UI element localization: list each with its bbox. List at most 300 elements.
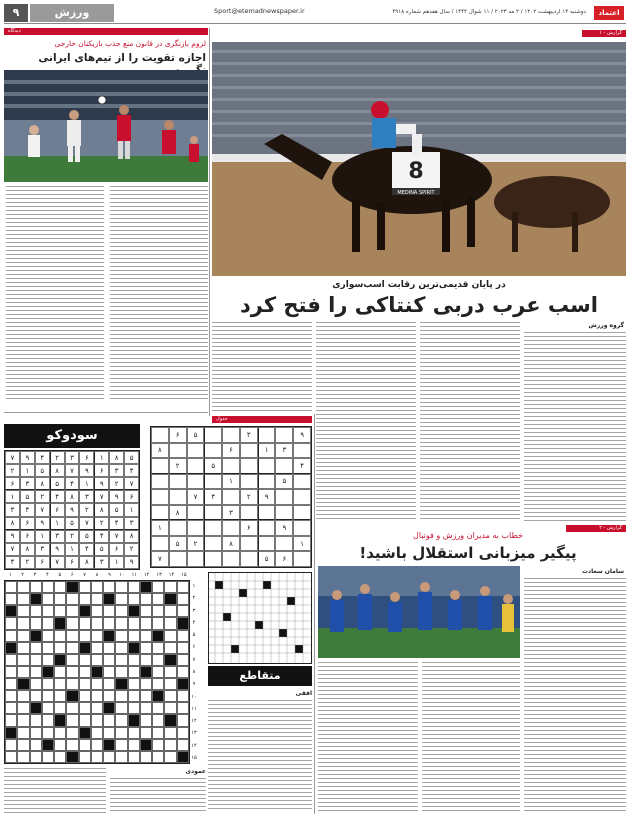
page-number: ۹ — [4, 4, 28, 22]
sudoku-cell[interactable] — [151, 536, 169, 552]
crossword-cell[interactable] — [128, 678, 140, 690]
crossword-cell[interactable] — [128, 751, 140, 763]
crossword-cell[interactable] — [54, 630, 66, 642]
crossword-cell[interactable] — [152, 605, 164, 617]
sudoku-cell[interactable]: ۲ — [169, 458, 187, 474]
crossword-cell[interactable] — [54, 666, 66, 678]
crossword-cell[interactable] — [66, 630, 78, 642]
crossword-cell[interactable] — [5, 739, 17, 751]
crossword-cell[interactable] — [30, 727, 42, 739]
crossword-cell[interactable] — [54, 727, 66, 739]
crossword-cell[interactable] — [115, 739, 127, 751]
crossword-cell[interactable] — [30, 678, 42, 690]
crossword-cell[interactable] — [115, 690, 127, 702]
crossword-cell[interactable] — [140, 630, 152, 642]
crossword-cell[interactable] — [140, 593, 152, 605]
crossword-cell[interactable] — [66, 593, 78, 605]
sudoku-cell: ۱ — [20, 464, 35, 477]
crossword-cell[interactable] — [5, 702, 17, 714]
crossword-cell[interactable] — [42, 678, 54, 690]
crossword-cell[interactable] — [17, 666, 29, 678]
crossword-cell[interactable] — [42, 630, 54, 642]
crossword-cell[interactable] — [42, 702, 54, 714]
crossword-cell[interactable] — [79, 617, 91, 629]
crossword-cell[interactable] — [5, 593, 17, 605]
crossword-cell[interactable] — [128, 581, 140, 593]
crossword-cell[interactable] — [115, 630, 127, 642]
crossword-cell[interactable] — [30, 751, 42, 763]
crossword-cell[interactable] — [5, 690, 17, 702]
crossword-cell[interactable] — [140, 678, 152, 690]
crossword-cell[interactable] — [164, 630, 176, 642]
crossword-cell[interactable] — [30, 666, 42, 678]
main-story-column-3 — [316, 322, 416, 522]
sudoku-cell[interactable] — [293, 489, 311, 505]
crossword-cell[interactable] — [103, 690, 115, 702]
crossword-row-number: ۱۴ — [191, 742, 197, 749]
sudoku-cell[interactable]: ۱ — [258, 443, 276, 459]
section-rule — [4, 412, 208, 413]
crossword-cell[interactable] — [79, 714, 91, 726]
crossword-cell[interactable] — [91, 702, 103, 714]
sudoku-cell[interactable] — [258, 505, 276, 521]
sudoku-cell: ۵ — [124, 451, 139, 464]
crossword-cell[interactable] — [140, 751, 152, 763]
crossword-cell[interactable] — [66, 642, 78, 654]
crossword-cell[interactable] — [17, 654, 29, 666]
crossword-cell[interactable] — [103, 727, 115, 739]
crossword-block — [30, 702, 42, 714]
crossword-cell[interactable] — [54, 605, 66, 617]
sudoku-cell[interactable] — [204, 536, 222, 552]
crossword-cell[interactable] — [128, 727, 140, 739]
sudoku-cell[interactable]: ۲ — [240, 489, 258, 505]
crossword-cell[interactable] — [42, 593, 54, 605]
crossword-cell[interactable] — [91, 593, 103, 605]
crossword-cell[interactable] — [103, 714, 115, 726]
sudoku-cell: ۶ — [35, 556, 50, 569]
crossword-cell[interactable] — [152, 727, 164, 739]
crossword-cell[interactable] — [17, 714, 29, 726]
sudoku-cell[interactable] — [258, 520, 276, 536]
sudoku-cell[interactable] — [169, 551, 187, 567]
crossword-cell[interactable] — [177, 702, 189, 714]
crossword-cell[interactable] — [152, 739, 164, 751]
crossword-row-number: ۱۳ — [191, 730, 197, 737]
opinion-body-column-2 — [6, 186, 104, 400]
crossword-cell[interactable] — [66, 678, 78, 690]
sudoku-cell[interactable] — [293, 551, 311, 567]
crossword-block — [140, 739, 152, 751]
crossword-cell[interactable] — [66, 739, 78, 751]
crossword-cell[interactable] — [79, 654, 91, 666]
sudoku-grid-puzzle[interactable] — [150, 426, 312, 568]
crossword-cell[interactable] — [54, 739, 66, 751]
sudoku-cell: ۲ — [65, 530, 80, 543]
sudoku-cell[interactable]: ۶ — [222, 443, 240, 459]
crossword-cell[interactable] — [79, 751, 91, 763]
sudoku-cell[interactable] — [293, 443, 311, 459]
sudoku-cell[interactable]: ۹ — [258, 489, 276, 505]
crossword-cell[interactable] — [103, 642, 115, 654]
crossword-cell[interactable] — [115, 605, 127, 617]
crossword-cell[interactable] — [115, 617, 127, 629]
sudoku-cell[interactable] — [240, 458, 258, 474]
crossword-cell[interactable] — [164, 690, 176, 702]
crossword-cell[interactable] — [177, 581, 189, 593]
crossword-cell[interactable] — [17, 751, 29, 763]
sudoku-cell[interactable]: ۳ — [275, 443, 293, 459]
sudoku-cell[interactable]: ۹ — [275, 520, 293, 536]
sudoku-cell[interactable] — [151, 474, 169, 490]
crossword-cell[interactable] — [42, 714, 54, 726]
crossword-block — [164, 593, 176, 605]
sudoku-cell: ۳ — [20, 477, 35, 490]
sudoku-cell[interactable]: ۴ — [204, 489, 222, 505]
crossword-cell[interactable] — [164, 605, 176, 617]
sudoku-cell[interactable] — [187, 443, 205, 459]
sudoku-cell[interactable] — [275, 458, 293, 474]
crossword-cell[interactable] — [152, 751, 164, 763]
sudoku-cell[interactable] — [293, 520, 311, 536]
sudoku-cell[interactable] — [240, 505, 258, 521]
crossword-cell[interactable] — [91, 714, 103, 726]
crossword-cell[interactable] — [5, 666, 17, 678]
sudoku-cell[interactable]: ۲ — [187, 536, 205, 552]
sudoku-cell[interactable] — [169, 489, 187, 505]
sudoku-cell[interactable] — [204, 443, 222, 459]
crossword-cell[interactable] — [79, 593, 91, 605]
sudoku-cell[interactable]: ۷ — [151, 551, 169, 567]
crossword-block — [128, 605, 140, 617]
crossword-cell[interactable] — [5, 581, 17, 593]
crossword-cell[interactable] — [17, 593, 29, 605]
sudoku-cell[interactable] — [222, 458, 240, 474]
crossword-cell[interactable] — [79, 690, 91, 702]
crossword-cell[interactable] — [152, 581, 164, 593]
crossword-cell[interactable] — [177, 690, 189, 702]
sudoku-cell[interactable]: ۶ — [240, 520, 258, 536]
crossword-cell[interactable] — [177, 630, 189, 642]
crossword-cell[interactable] — [152, 617, 164, 629]
crossword-cell[interactable] — [30, 654, 42, 666]
crossword-cell[interactable] — [115, 654, 127, 666]
sudoku-cell[interactable] — [240, 474, 258, 490]
crossword-cell[interactable] — [79, 666, 91, 678]
crossword-cell[interactable] — [17, 739, 29, 751]
crossword-cell[interactable] — [152, 678, 164, 690]
crossword-cell[interactable] — [5, 617, 17, 629]
sudoku-cell[interactable] — [258, 474, 276, 490]
crossword-cell[interactable] — [177, 605, 189, 617]
sudoku-cell: ۶ — [20, 530, 35, 543]
crossword-cell[interactable] — [177, 727, 189, 739]
sudoku-cell[interactable] — [204, 551, 222, 567]
crossword-cell[interactable] — [42, 727, 54, 739]
crossword-cell[interactable] — [91, 727, 103, 739]
sudoku-cell[interactable]: ۸ — [151, 443, 169, 459]
crossword-cell[interactable] — [91, 678, 103, 690]
sudoku-cell[interactable] — [169, 520, 187, 536]
sudoku-cell: ۴ — [35, 451, 50, 464]
crossword-block — [17, 678, 29, 690]
crossword-cell[interactable] — [103, 654, 115, 666]
sudoku-cell[interactable] — [204, 474, 222, 490]
sudoku-cell[interactable] — [187, 458, 205, 474]
sudoku-cell[interactable]: ۱ — [222, 474, 240, 490]
crossword-cell[interactable] — [42, 654, 54, 666]
sudoku-cell[interactable]: ۴ — [293, 458, 311, 474]
crossword-cell[interactable] — [91, 654, 103, 666]
sudoku-cell[interactable] — [169, 443, 187, 459]
section-email[interactable]: Sport@etemadnewspaper.ir — [214, 7, 305, 15]
sudoku-cell[interactable] — [275, 489, 293, 505]
crossword-cell[interactable] — [54, 690, 66, 702]
sudoku-cell[interactable]: ۹ — [293, 427, 311, 443]
crossword-cell[interactable] — [42, 751, 54, 763]
crossword-cell[interactable] — [5, 654, 17, 666]
crossword-cell[interactable] — [17, 642, 29, 654]
crossword-cell[interactable] — [164, 617, 176, 629]
crossword-cell[interactable] — [17, 702, 29, 714]
crossword-cell[interactable] — [152, 666, 164, 678]
crossword-cell[interactable] — [115, 714, 127, 726]
crossword-cell[interactable] — [54, 581, 66, 593]
crossword-cell[interactable] — [66, 714, 78, 726]
crossword-cell[interactable] — [30, 690, 42, 702]
sudoku-cell[interactable] — [258, 427, 276, 443]
second-story-subtitle: خطاب به مدیران ورزش و فوتبال — [413, 531, 523, 540]
sudoku-cell[interactable] — [240, 443, 258, 459]
crossword-cell[interactable] — [17, 617, 29, 629]
sudoku-cell[interactable] — [151, 458, 169, 474]
sudoku-cell[interactable] — [275, 536, 293, 552]
crossword-cell[interactable] — [152, 702, 164, 714]
sudoku-cell[interactable] — [204, 520, 222, 536]
crossword-cell[interactable] — [42, 617, 54, 629]
crossword-cell[interactable] — [79, 678, 91, 690]
crossword-cell[interactable] — [128, 690, 140, 702]
crossword-cell[interactable] — [115, 666, 127, 678]
crossword-cell[interactable] — [103, 581, 115, 593]
sudoku-cell[interactable]: ۸ — [222, 536, 240, 552]
crossword-cell[interactable] — [79, 702, 91, 714]
sudoku-cell[interactable] — [222, 427, 240, 443]
crossword-cell[interactable] — [115, 702, 127, 714]
sudoku-cell[interactable] — [275, 505, 293, 521]
crossword-grid[interactable] — [4, 580, 190, 764]
crossword-cell[interactable] — [17, 630, 29, 642]
crossword-cell[interactable] — [91, 581, 103, 593]
crossword-cell[interactable] — [91, 605, 103, 617]
crossword-cell[interactable] — [66, 605, 78, 617]
crossword-cell[interactable] — [177, 739, 189, 751]
crossword-cell[interactable] — [164, 581, 176, 593]
crossword-cell[interactable] — [91, 642, 103, 654]
sudoku-cell[interactable] — [258, 458, 276, 474]
crossword-cell[interactable] — [30, 739, 42, 751]
crossword-cell[interactable] — [177, 714, 189, 726]
crossword-cell[interactable] — [17, 605, 29, 617]
sudoku-cell[interactable] — [187, 474, 205, 490]
crossword-cell[interactable] — [66, 617, 78, 629]
crossword-cell[interactable] — [164, 739, 176, 751]
crossword-cell[interactable] — [164, 678, 176, 690]
sudoku-cell[interactable] — [204, 427, 222, 443]
crossword-cell[interactable] — [177, 642, 189, 654]
sudoku-cell[interactable] — [187, 551, 205, 567]
sudoku-cell[interactable]: ۸ — [169, 505, 187, 521]
crossword-cell[interactable] — [115, 751, 127, 763]
sudoku-cell[interactable]: ۱ — [151, 520, 169, 536]
sudoku-cell[interactable] — [169, 474, 187, 490]
crossword-cell[interactable] — [30, 581, 42, 593]
crossword-cell[interactable] — [5, 751, 17, 763]
crossword-cell[interactable] — [42, 605, 54, 617]
sudoku-cell: ۷ — [94, 490, 109, 503]
crossword-cell[interactable] — [103, 666, 115, 678]
crossword-cell[interactable] — [103, 605, 115, 617]
crossword-column-number: ۲ — [21, 572, 24, 578]
sudoku-cell[interactable] — [293, 505, 311, 521]
sudoku-cell[interactable] — [222, 520, 240, 536]
sudoku-cell[interactable] — [240, 551, 258, 567]
crossword-cell[interactable] — [54, 678, 66, 690]
crossword-cell[interactable] — [140, 617, 152, 629]
sudoku-cell[interactable]: ۵ — [187, 427, 205, 443]
sudoku-cell[interactable]: ۶ — [275, 551, 293, 567]
crossword-cell[interactable] — [79, 739, 91, 751]
sudoku-cell[interactable]: ۳ — [240, 427, 258, 443]
crossword-cell[interactable] — [17, 727, 29, 739]
crossword-cell[interactable] — [91, 617, 103, 629]
crossword-cell[interactable] — [128, 593, 140, 605]
crossword-cell[interactable] — [5, 714, 17, 726]
crossword-cell[interactable] — [140, 605, 152, 617]
crossword-cell[interactable] — [42, 581, 54, 593]
crossword-cell[interactable] — [115, 727, 127, 739]
crossword-cell[interactable] — [140, 654, 152, 666]
sudoku-cell[interactable] — [222, 551, 240, 567]
crossword-cell[interactable] — [115, 593, 127, 605]
crossword-cell[interactable] — [152, 642, 164, 654]
sudoku-cell[interactable]: ۵ — [258, 551, 276, 567]
crossword-row-number: ۸ — [192, 668, 196, 675]
sudoku-cell[interactable] — [293, 474, 311, 490]
crossword-cell[interactable] — [79, 630, 91, 642]
crossword-cell[interactable] — [54, 751, 66, 763]
crossword-cell[interactable] — [54, 702, 66, 714]
sudoku-cell[interactable] — [151, 505, 169, 521]
sudoku-cell: ۴ — [65, 477, 80, 490]
crossword-cell[interactable] — [30, 605, 42, 617]
crossword-column-number: ۱۴ — [168, 572, 175, 578]
crossword-cell[interactable] — [115, 581, 127, 593]
crossword-cell[interactable] — [103, 678, 115, 690]
crossword-cell[interactable] — [42, 690, 54, 702]
crossword-cell[interactable] — [66, 702, 78, 714]
crossword-cell[interactable] — [103, 617, 115, 629]
crossword-cell[interactable] — [17, 581, 29, 593]
sudoku-cell[interactable] — [240, 536, 258, 552]
crossword-cell[interactable] — [30, 617, 42, 629]
sudoku-cell[interactable] — [275, 427, 293, 443]
crossword-cell[interactable] — [177, 666, 189, 678]
crossword-cell[interactable] — [140, 714, 152, 726]
crossword-cell[interactable] — [140, 727, 152, 739]
crossword-cell[interactable] — [42, 642, 54, 654]
crossword-cell[interactable] — [140, 642, 152, 654]
crossword-cell[interactable] — [164, 727, 176, 739]
crossword-cell[interactable] — [91, 739, 103, 751]
sudoku-cell[interactable]: ۳ — [222, 505, 240, 521]
sudoku-cell[interactable] — [151, 489, 169, 505]
crossword-cell[interactable] — [115, 642, 127, 654]
crossword-cell[interactable] — [54, 593, 66, 605]
crossword-cell[interactable] — [66, 654, 78, 666]
crossword-cell[interactable] — [91, 690, 103, 702]
crossword-cell[interactable] — [17, 690, 29, 702]
crossword-block — [54, 714, 66, 726]
crossword-cell[interactable] — [79, 581, 91, 593]
sudoku-cell[interactable] — [204, 505, 222, 521]
crossword-cell[interactable] — [30, 714, 42, 726]
crossword-cell[interactable] — [103, 751, 115, 763]
sudoku-cell[interactable] — [222, 489, 240, 505]
crossword-cell[interactable] — [128, 666, 140, 678]
crossword-cell[interactable] — [5, 630, 17, 642]
crossword-cell[interactable] — [140, 702, 152, 714]
sudoku-cell: ۷ — [5, 451, 20, 464]
crossword-cell[interactable] — [91, 630, 103, 642]
crossword-block — [54, 617, 66, 629]
crossword-cell[interactable] — [91, 751, 103, 763]
crossword-cell[interactable] — [164, 702, 176, 714]
crossword-cell[interactable] — [152, 714, 164, 726]
crossword-cell[interactable] — [128, 617, 140, 629]
crossword-cell[interactable] — [164, 642, 176, 654]
crossword-cell[interactable] — [140, 690, 152, 702]
crossword-cell[interactable] — [177, 593, 189, 605]
crossword-cell[interactable] — [152, 654, 164, 666]
crossword-cell[interactable] — [54, 642, 66, 654]
sudoku-cell[interactable]: ۵ — [204, 458, 222, 474]
crossword-cell[interactable] — [128, 702, 140, 714]
sudoku-cell: ۵ — [35, 464, 50, 477]
crossword-cell[interactable] — [128, 739, 140, 751]
crossword-cell[interactable] — [66, 727, 78, 739]
crossword-cell[interactable] — [128, 654, 140, 666]
sudoku-cell[interactable]: ۱ — [293, 536, 311, 552]
sudoku-cell[interactable] — [151, 427, 169, 443]
sudoku-cell[interactable]: ۷ — [187, 489, 205, 505]
crossword-cell[interactable] — [152, 593, 164, 605]
crossword-cell[interactable] — [66, 666, 78, 678]
sudoku-cell[interactable]: ۵ — [169, 536, 187, 552]
crossword-cell[interactable] — [177, 654, 189, 666]
crossword-cell[interactable] — [164, 751, 176, 763]
sudoku-cell[interactable]: ۵ — [275, 474, 293, 490]
sudoku-cell: ۶ — [109, 543, 124, 556]
sudoku-cell[interactable]: ۶ — [169, 427, 187, 443]
crossword-cell[interactable] — [128, 630, 140, 642]
crossword-cell[interactable] — [164, 666, 176, 678]
crossword-cell[interactable] — [30, 642, 42, 654]
crossword-cell[interactable] — [5, 678, 17, 690]
sudoku-cell[interactable] — [187, 520, 205, 536]
sudoku-cell[interactable] — [187, 505, 205, 521]
sudoku-cell[interactable] — [258, 536, 276, 552]
